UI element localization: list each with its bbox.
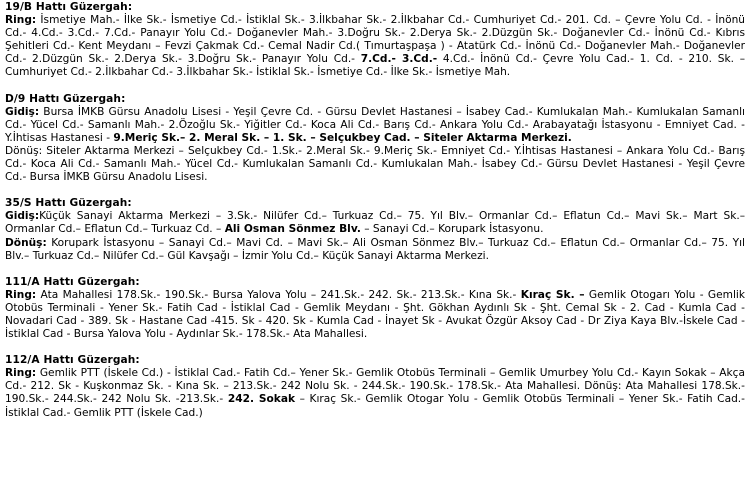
route-description <box>5 289 745 341</box>
route-text-emphasis: 7.Cd.- 3.Cd.- <box>360 53 438 66</box>
route-text: Ata Mahallesi 178.Sk.- 190.Sk.- Bursa Yalova Yolu – 241.Sk.- 242. Sk.- 213.Sk.- Kına Sk.- <box>36 288 521 301</box>
route-text: Gemlik PTT (İskele Cd.) - İstiklal Cad.- Fatih Cd.– Yener Sk.- Gemlik Otobüs Terminali – Gemlik Umurbey Yolu Cd.- Kayın Sokak – Akça Cd.- 212. Sk - Kuşkonmaz Sk. - Kına Sk. – 213.Sk.- 242 Nolu Sk. - 244.Sk.- 190.Sk.- 178.Sk.- Ata Mahallesi. Dönüş: Ata Mahallesi 178.Sk.- 190.Sk.- 244.Sk.- 242 Nolu Sk. -213.Sk.- <box>5 367 745 406</box>
route-description <box>5 14 745 79</box>
route-text: Gemlik Otogarı Yolu - Gemlik Otobüs Terminali - Yener Sk.- Fatih Cad - İstiklal Cad - Gemlik Meydanı - Şht. Gökhan Aydınlı Sk - Şht. Cemal Sk - 2. Cad - Kumla Cad - Novadari Cad - 389. Sk - Hastane Cad -415. Sk - 420. Sk - Kumla Cad - İnayet Sk - Avukat Özgür Aksoy Cad - Dr Ziya Kaya Blv.-İskele Cad - İstiklal Cad - Bursa Yalova Yolu - Aydınlar Sk.- 178.Sk.- Ata Mahallesi. <box>5 288 745 341</box>
route-text-emphasis: 242. Sokak <box>227 393 296 406</box>
route-title: 19/B Hattı Güzergah: <box>5 1 133 13</box>
route-outbound <box>5 210 745 236</box>
route-text-emphasis: 9.Meriç Sk.– 2. Meral Sk. – 1. Sk. – Selçukbey Cad. – Siteler Aktarma Merkezi. <box>113 131 572 144</box>
route-return <box>5 145 745 184</box>
route-text: 4.Cd.- İnönü Cd.- Çevre Yolu Cad.- 1. Cd. - 210. Sk. – Cumhuriyet Cd.- 2.İlkbahar Cd.- 3.İlkbahar Sk.- İstiklal Sk.- İsmetiye Cd.- İlke Sk.- İsmetiye Mah. <box>5 53 745 79</box>
route-text: – Kıraç Sk.- Gemlik Otogar Yolu - Gemlik Otobüs Terminali – Yener Sk.- Fatih Cad.- İstiklal Cad.- Gemlik PTT (İskele Cad.) <box>5 393 745 419</box>
direction-label: Ring: <box>5 288 37 301</box>
direction-label: Gidiş: <box>5 105 40 118</box>
route-outbound <box>5 106 745 145</box>
route-title: 35/S Hattı Güzergah: <box>5 197 132 210</box>
route-section-35s <box>5 197 745 262</box>
route-text-emphasis: Ali Osman Sönmez Blv. <box>224 223 361 236</box>
direction-label: Ring: <box>5 14 37 27</box>
route-title: 111/A Hattı Güzergah: <box>5 275 140 288</box>
route-section-19b <box>5 1 745 80</box>
route-title: D/9 Hattı Güzergah: <box>5 92 126 105</box>
direction-label: Dönüş: <box>5 236 47 249</box>
route-text: Bursa İMKB Gürsu Anadolu Lisesi - Yeşil Çevre Cd. - Gürsu Devlet Hastanesi – İsabey Cad.- Kumlukalan Mah.- Kumlukalan Samanlı Cd.- Yücel Cd.- Samanlı Mah.- 2.Özoğlu Sk.- Yiğitler Cd.- Koca Ali Cd.- Barış Cd.- Ankara Yolu Cd.- Arabayatağı İstasyonu - Emniyet Cad. - Y.İhtisas Hastanesi - <box>5 105 745 144</box>
route-text: Dönüş: Siteler Aktarma Merkezi – Selçukbey Cd.- 1.Sk.- 2.Meral Sk.- 9.Meriç Sk.- Emniyet Cd.- Y.İhtisas Hastanesi – Ankara Yolu Cd.- Barış Cd.- Koca Ali Cd.- Samanlı Mah.- Yücel Cd.- Kumlukalan Samanlı Cd.- Kumlukalan Mah.- İsabey Cd.- Gürsu Devlet Hastanesi - Yeşil Çevre Cd.- Bursa İMKB Gürsu Anadolu Lisesi. <box>5 144 745 184</box>
route-description <box>5 367 745 419</box>
direction-label: Gidiş: <box>5 210 40 223</box>
route-text: Korupark İstasyonu – Sanayi Cd.– Mavi Cd. – Mavi Sk.– Ali Osman Sönmez Blv.– Turkuaz Cd.– Eflatun Cd.– Ormanlar Cd.– 75. Yıl Blv.– Turkuaz Cd.– Nilüfer Cd.– Gül Kavşağı – İzmir Yolu Cd.– Küçük Sanayi Aktarma Merkezi. <box>5 236 745 262</box>
route-return <box>5 237 745 263</box>
direction-label: Ring: <box>5 367 37 380</box>
route-text: – Sanayi Cd.– Korupark İstasyonu. <box>360 223 544 236</box>
route-text: İsmetiye Mah.- İlke Sk.- İsmetiye Cd.- İstiklal Sk.- 3.İlkbahar Sk.- 2.İlkbahar Cd.- Cumhuriyet Cd.- 201. Cd. – Çevre Yolu Cd. - İnönü Cd.- 4.Cd.- 3.Cd.- 7.Cd.- Panayır Yolu Cd.- Doğanevler Mah.- 3.Doğru Sk.- 2.Derya Sk.- 2.Düzgün Sk.- Doğanevler Cd.- İnönü Cd.- Kıbrıs Şehitleri Cd.- Kent Meydanı – Fevzi Çakmak Cd.- Cemal Nadir Cd.( Tımurtaşpaşa ) - Atatürk Cd.- İnönü Cd.- Doğanevler Mah.- Doğanevler Cd.- 2.Düzgün Sk.- 2.Derya Sk.- 3.Doğru Sk.- Panayır Yolu Cd.- <box>5 14 745 66</box>
route-text-emphasis: Kıraç Sk. – <box>520 288 585 301</box>
route-section-112a <box>5 354 745 419</box>
route-title: 112/A Hattı Güzergah: <box>5 354 140 367</box>
route-text: Küçük Sanayi Aktarma Merkezi – 3.Sk.- Nilüfer Cd.– Turkuaz Cd.– 75. Yıl Blv.– Ormanlar Cd.– Eflatun Cd.– Mavi Sk.– Mart Sk.– Ormanlar Cd.– Eflatun Cd.– Turkuaz Cd. – <box>5 210 745 236</box>
route-section-d9 <box>5 93 745 185</box>
route-section-111a <box>5 276 745 341</box>
